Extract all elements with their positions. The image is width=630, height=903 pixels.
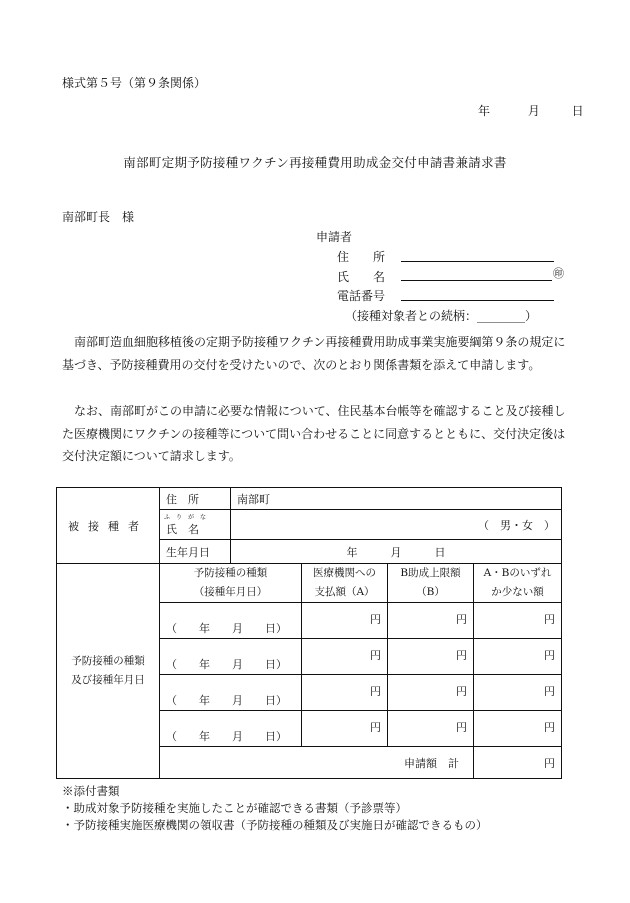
seal-mark: ㊞ bbox=[553, 267, 564, 280]
attachments bbox=[62, 783, 488, 834]
yen-label: 円 bbox=[544, 613, 555, 626]
date-placeholder: （ 年 月 日） bbox=[166, 694, 287, 707]
body-paragraph-2: なお、南部町がこの申請に必要な情報について、住民基本台帳等を確認すること及び接種した医療機関にワクチンの接種等について問い合わせることに同意するとともに、交付決定後は交付決定額について請求します。 bbox=[62, 404, 566, 463]
date-year: 年 bbox=[478, 104, 491, 118]
address-label-cell bbox=[160, 488, 231, 510]
vaccination-type-cell[interactable] bbox=[160, 711, 302, 747]
yen-label: 円 bbox=[370, 649, 381, 662]
name-label: 氏 名 bbox=[166, 522, 199, 536]
name-ruby: ふりがな bbox=[164, 514, 213, 521]
limit-cell[interactable] bbox=[388, 711, 474, 747]
total-label: 申請額 計 bbox=[404, 756, 459, 770]
col-payment-line2: 支払額（A） bbox=[314, 586, 375, 598]
col-lesser-line2: か少ない額 bbox=[491, 586, 544, 598]
date-month: 月 bbox=[527, 104, 540, 118]
application-table bbox=[56, 487, 562, 779]
birthdate-value-cell[interactable] bbox=[231, 540, 562, 564]
address-value-cell[interactable] bbox=[231, 488, 562, 510]
total-amount-cell[interactable] bbox=[474, 747, 562, 779]
applicant-heading: 申請者 bbox=[316, 230, 353, 244]
addressee: 南部町長 様 bbox=[62, 210, 135, 224]
lesser-cell[interactable] bbox=[474, 639, 562, 675]
col-lesser-header bbox=[474, 564, 562, 603]
attachments-heading: ※添付書類 bbox=[62, 784, 120, 798]
applicant-name-label: 氏 名 bbox=[337, 270, 386, 284]
yen-label: 円 bbox=[456, 649, 467, 662]
yen-label: 円 bbox=[456, 721, 467, 734]
col-payment-line1: 医療機関への bbox=[313, 567, 376, 579]
form-number: 様式第５号（第９条関係） bbox=[62, 76, 207, 90]
vaccination-label-1: 予防接種の種類 bbox=[71, 655, 145, 667]
col-type-line1: 予防接種の種類 bbox=[193, 567, 268, 579]
limit-cell[interactable] bbox=[388, 603, 474, 639]
date-placeholder: （ 年 月 日） bbox=[166, 622, 287, 635]
limit-cell[interactable] bbox=[388, 675, 474, 711]
limit-cell[interactable] bbox=[388, 639, 474, 675]
vaccination-type-cell[interactable] bbox=[160, 639, 302, 675]
date-day: 日 bbox=[571, 104, 584, 118]
date-placeholder: （ 年 月 日） bbox=[166, 730, 287, 743]
total-label-cell bbox=[160, 747, 474, 779]
col-limit-line1: B助成上限額 bbox=[400, 567, 461, 579]
payment-cell[interactable] bbox=[302, 639, 388, 675]
attachment-item-2: ・予防接種実施医療機関の領収書（予防接種の種類及び実施日が確認できるもの） bbox=[62, 818, 488, 832]
recipient-label-cell bbox=[57, 488, 160, 564]
applicant-phone-line[interactable] bbox=[401, 300, 554, 301]
lesser-cell[interactable] bbox=[474, 603, 562, 639]
col-lesser-line1: A・Bのいずれ bbox=[483, 567, 552, 579]
yen-label: 円 bbox=[370, 721, 381, 734]
applicant-phone-label: 電話番号 bbox=[337, 289, 386, 303]
name-label-cell bbox=[160, 510, 231, 540]
yen-label: 円 bbox=[544, 685, 555, 698]
birthdate-label: 生年月日 bbox=[166, 545, 210, 559]
applicant-address-row bbox=[337, 248, 401, 265]
vaccination-label-2: 及び接種年月日 bbox=[71, 674, 145, 686]
vaccination-type-cell[interactable] bbox=[160, 603, 302, 639]
gender-select[interactable]: （ 男・女 ） bbox=[478, 518, 555, 532]
vaccination-type-cell[interactable] bbox=[160, 675, 302, 711]
col-type-header bbox=[160, 564, 302, 603]
payment-cell[interactable] bbox=[302, 603, 388, 639]
address-label: 住 所 bbox=[166, 492, 199, 506]
document-title: 南部町定期予防接種ワクチン再接種費用助成金交付申請書兼請求書 bbox=[123, 155, 507, 170]
address-value: 南部町 bbox=[237, 492, 270, 506]
relation-field: （接種対象者との続柄：________） bbox=[345, 309, 538, 323]
date-line bbox=[478, 102, 584, 119]
yen-label: 円 bbox=[370, 685, 381, 698]
col-type-line2: （接種年月日） bbox=[193, 586, 268, 598]
body-paragraph-1: 南部町造血細胞移植後の定期予防接種ワクチン再接種費用助成事業実施要綱第９条の規定に基づき、予防接種費用の交付を受けたいので、次のとおり関係書類を添えて申請します。 bbox=[62, 335, 566, 372]
yen-label: 円 bbox=[456, 685, 467, 698]
applicant-name-row bbox=[337, 268, 401, 285]
lesser-cell[interactable] bbox=[474, 711, 562, 747]
birthdate-value: 年 月 日 bbox=[346, 545, 446, 559]
applicant-address-label: 住 所 bbox=[337, 250, 386, 264]
total-yen: 円 bbox=[544, 756, 555, 770]
col-limit-line2: （B） bbox=[416, 586, 445, 598]
col-limit-header bbox=[388, 564, 474, 603]
col-payment-header bbox=[302, 564, 388, 603]
applicant-address-line[interactable] bbox=[401, 261, 554, 262]
attachment-item-1: ・助成対象予防接種を実施したことが確認できる書類（予診票等） bbox=[62, 801, 407, 815]
applicant-phone-row bbox=[337, 287, 401, 304]
birthdate-label-cell bbox=[160, 540, 231, 564]
recipient-label: 被接種者 bbox=[68, 519, 148, 533]
name-value-cell[interactable] bbox=[231, 510, 562, 540]
vaccination-label-cell bbox=[57, 564, 160, 779]
yen-label: 円 bbox=[544, 649, 555, 662]
applicant-name-line[interactable] bbox=[401, 280, 552, 281]
lesser-cell[interactable] bbox=[474, 675, 562, 711]
payment-cell[interactable] bbox=[302, 711, 388, 747]
yen-label: 円 bbox=[370, 613, 381, 626]
yen-label: 円 bbox=[544, 721, 555, 734]
yen-label: 円 bbox=[456, 613, 467, 626]
date-placeholder: （ 年 月 日） bbox=[166, 658, 287, 671]
payment-cell[interactable] bbox=[302, 675, 388, 711]
